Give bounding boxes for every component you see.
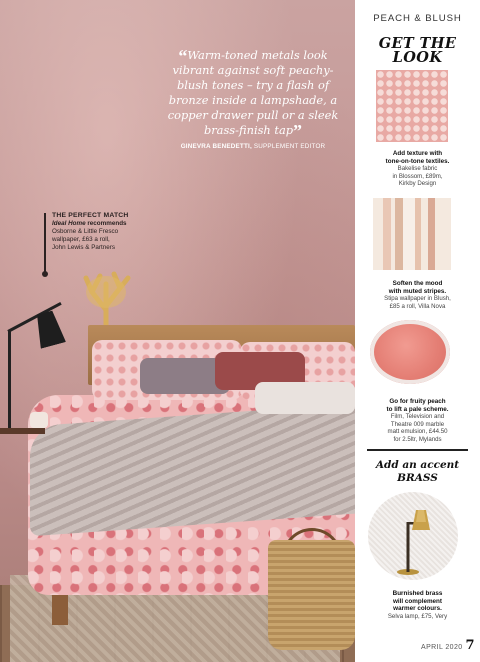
caption-headline: to lift a pale scheme.	[386, 405, 449, 413]
candle	[30, 412, 48, 428]
section-label: PEACH & BLUSH	[373, 13, 462, 24]
caption-detail: Stipa wallpaper in Blush,	[384, 295, 451, 303]
caption-headline: with muted stripes.	[388, 287, 447, 295]
get-the-look-sidebar	[355, 0, 480, 662]
product-caption	[355, 398, 480, 444]
accent-heading-line: BRASS	[397, 472, 438, 484]
lamp-shade	[32, 309, 66, 349]
knitted-throw	[30, 404, 355, 537]
caption-headline: tone-on-tone textiles.	[385, 157, 450, 165]
striped-wallpaper-swatch	[373, 198, 451, 270]
perfect-match-line: Osborne & Little Fresco	[52, 228, 119, 235]
page-footer	[355, 638, 475, 653]
coral-ornament	[80, 270, 132, 325]
side-table	[0, 428, 45, 434]
caption-detail: Film, Television and	[390, 413, 445, 421]
caption-headline: Add texture with	[392, 150, 443, 157]
accent-heading	[355, 459, 480, 485]
product-caption	[355, 280, 480, 310]
perfect-match-line: wallpaper, £63 a roll,	[52, 236, 110, 243]
straw-basket	[268, 540, 355, 650]
perfect-match-callout	[52, 212, 152, 252]
callout-dot	[42, 271, 48, 277]
callout-line	[44, 213, 46, 275]
quote-text	[158, 46, 348, 141]
issue-date: APRIL 2020	[421, 644, 463, 651]
section-divider	[367, 449, 468, 451]
perfect-match-title: THE PERFECT MATCH	[52, 212, 129, 219]
caption-detail: Theatre 009 marble	[390, 420, 445, 428]
caption-detail: Selva lamp, £75, Very	[387, 612, 448, 620]
caption-detail: for 2.5ltr, Mylands	[393, 435, 442, 443]
quote-author: GINEVRA BENEDETTI,	[180, 143, 252, 150]
caption-headline: warmer colours.	[393, 605, 442, 613]
caption-headline: will complement	[393, 597, 442, 605]
quote-credit	[158, 143, 348, 150]
quote-role: SUPPLEMENT EDITOR	[251, 143, 326, 150]
paint-swatch	[370, 320, 450, 384]
pull-quote	[158, 48, 348, 150]
product-caption	[355, 150, 480, 188]
page-number: 7	[465, 638, 475, 653]
wall-lamp-post	[8, 330, 11, 430]
cushion	[255, 382, 355, 414]
caption-detail: £85 a roll, Villa Nova	[389, 302, 446, 310]
get-the-look-line: LOOK	[392, 49, 443, 66]
get-the-look-heading	[355, 37, 480, 65]
perfect-match-recommends	[52, 220, 152, 228]
close-quote-mark: ”	[293, 121, 303, 141]
product-caption	[355, 590, 480, 620]
caption-detail: Kirkby Design	[398, 180, 437, 188]
caption-detail: Bakelise fabric	[397, 165, 438, 173]
caption-headline: Burnished brass	[392, 590, 443, 597]
accent-heading-line: Add an accent	[375, 459, 460, 471]
caption-headline: Soften the mood	[392, 280, 443, 287]
caption-detail: in Blossom, £89m,	[392, 172, 443, 180]
perfect-match-line: John Lewis & Partners	[52, 244, 115, 251]
fabric-swatch	[376, 70, 448, 142]
brass-lamp-circle	[368, 492, 458, 580]
open-quote-mark: “	[178, 46, 188, 66]
caption-headline: Go for fruity peach	[389, 398, 446, 405]
recommends-word: recommends	[85, 220, 127, 227]
quote-body: Warm-toned metals look vibrant against soft peachy-blush tones – try a flash of bronze inside a lampshade, a copper drawer pull or a sleek brass-finish tap	[167, 48, 339, 137]
caption-detail: matt emulsion, £44.50	[387, 428, 448, 436]
get-the-look-line: GET THE	[378, 35, 457, 52]
brass-lamp-icon	[368, 492, 458, 580]
recommends-magazine: Ideal Home	[52, 220, 86, 227]
